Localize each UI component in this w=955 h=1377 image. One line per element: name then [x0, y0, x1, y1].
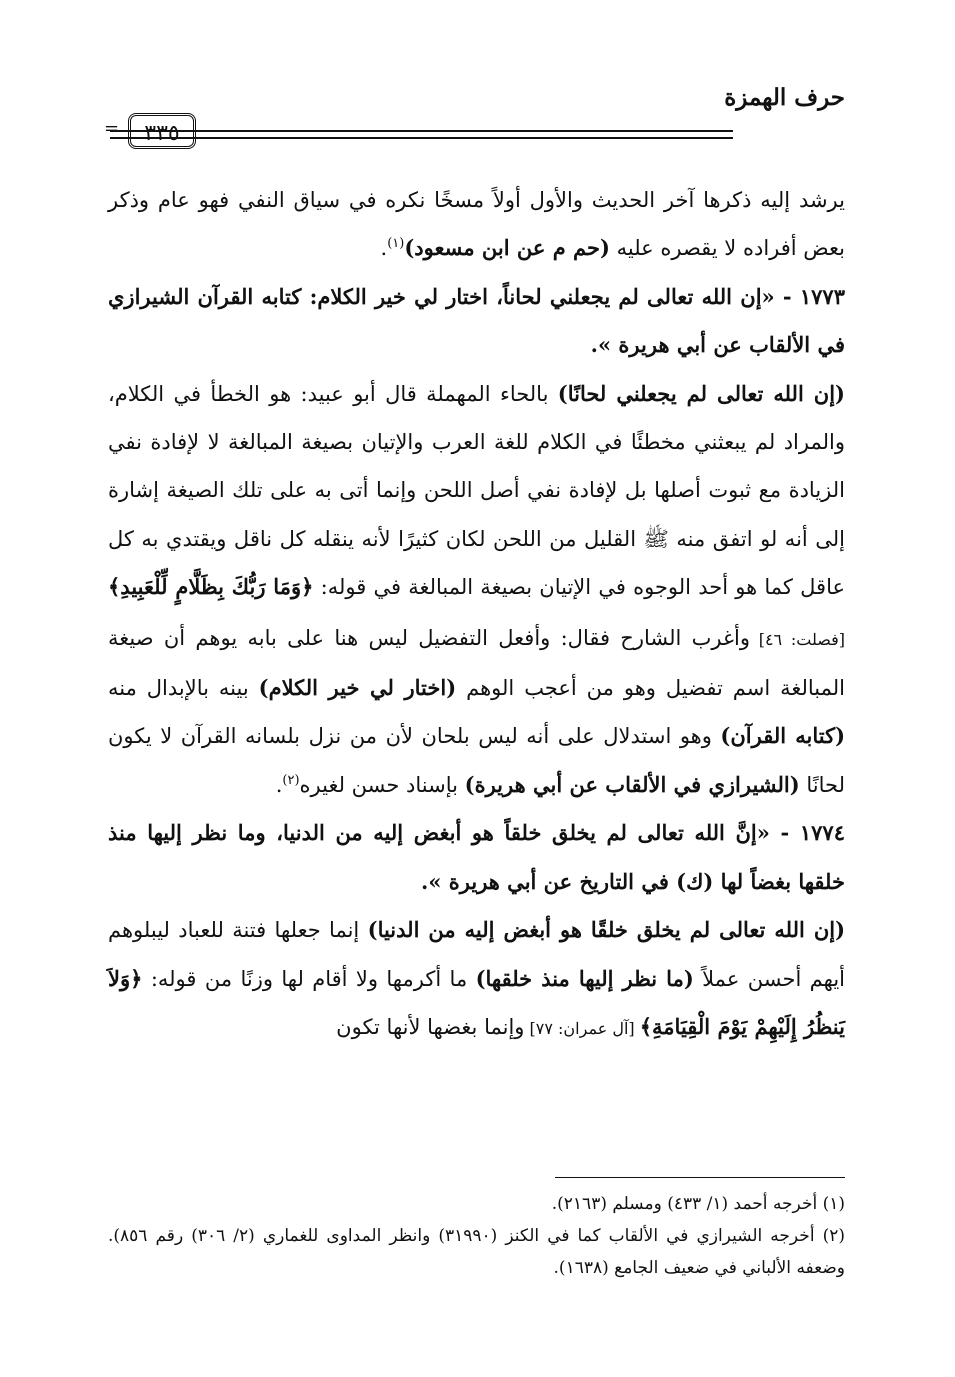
commentary-2-text-2: ما أكرمها ولا أقام لها وزنًا من قوله:: [142, 966, 476, 991]
quran-reference: [فصلت: ٤٦]: [749, 629, 845, 649]
commentary-text-2: وأغرب الشارح فقال: وأفعل التفضيل ليس هنا على بابه يوهم أن صيغة المبالغة اسم تفضيل وهو من أعجب الوهم: [108, 625, 846, 701]
commentary-2-text: إنما جعلها فتنة للعباد ليبلوهم أيهم أحسن عملاً: [108, 918, 846, 991]
commentary-lead-2: (إن الله تعالى لم يخلق خلقًا هو أبغض إليه من الدنيا): [367, 917, 846, 943]
quran-reference-2: [آل عمران: ٧٧]: [524, 1018, 640, 1038]
header-rule: [110, 130, 733, 139]
page-number: ٣٣٥: [128, 113, 196, 149]
paragraph-continuation: [108, 176, 845, 273]
footnote-1: (١) أخرجه أحمد (١/ ٤٣٣) ومسلم (٢١٦٣).: [551, 1194, 845, 1214]
footnote-2: (٢) أخرجه الشيرازي في الألقاب كما في الكنز (٣١٩٩٠) وانظر المداوى للغماري (٢/ ٣٠٦) رقم ٨٥٦). وضعفه الألباني في ضعيف الجامع (١٦٣٨).: [108, 1226, 845, 1278]
commentary-text-5: بإسناد حسن لغيره: [299, 772, 465, 797]
commentary-text: بالحاء المهملة قال أبو عبيد: هو الخطأ في الكلام، والمراد لم يبعثني مخطئًا في الكلام للغة العرب والإتيان بصيغة المبالغة لا لإفادة نفي الزيادة مع ثبوت أصلها بل لإفادة نفي أصل اللحن وإنما أتى به على تلك الصيغة إشارة إلى أنه لو اتفق منه ﷺ القليل من اللحن لكان كثيرًا لأنه ينقله كل ناقل ويقتدي به كل عاقل كما هو أحد الوجوه في الإتيان بصيغة المبالغة في قوله:: [108, 381, 845, 600]
chapter-title: حرف الهمزة: [724, 84, 845, 111]
commentary-quote-4: (الشيرازي في الألقاب عن أبي هريرة): [464, 771, 800, 797]
hadith-entry-1774: ١٧٧٤ - «إنَّ الله تعالى لم يخلق خلقاً هو أبغض إليه من الدنيا، وما نظر إليها منذ خلقها بغضاً لها (ك) في التاريخ عن أبي هريرة ».: [108, 820, 845, 894]
footnote-ref-1: (١): [387, 236, 405, 252]
commentary-quote-2: (اختار لي خير الكلام): [258, 675, 457, 701]
header-ornament: =: [104, 118, 120, 139]
quran-verse: ﴿وَمَا رَبُّكَ بِظَلَّامٍ لِّلْعَبِيدِ﴾: [108, 574, 314, 600]
main-text: [108, 176, 845, 1053]
paragraph-text: يرشد إليه ذكرها آخر الحديث والأول أولاً مسخًا نكره في سياق النفي فهو عام وذكر بعض أفراده لا يقصره عليه: [108, 188, 845, 261]
paragraph-end: .: [380, 236, 388, 261]
footnotes: [108, 1188, 845, 1284]
hadith-entry-1773: ١٧٧٣ - «إن الله تعالى لم يجعلني لحاناً، اختار لي خير الكلام: كتابه القرآن الشيرازي في الألقاب عن أبي هريرة ».: [108, 283, 845, 358]
commentary-1774: [108, 906, 845, 1053]
footnote-ref-2: (٢): [282, 772, 300, 788]
source-citation: (حم م عن ابن مسعود): [404, 235, 610, 261]
commentary-text-4: وهو استدلال على أنه ليس بلحان لأن من نزل بلسانه القرآن لا يكون لحانًا: [108, 724, 845, 797]
commentary-2-quote: (ما نظر إليها منذ خلقها): [475, 965, 694, 991]
commentary-quote-3: (كتابه القرآن): [720, 723, 846, 749]
commentary-text-3: بينه بالإبدال منه: [108, 676, 259, 701]
commentary-end: .: [275, 772, 283, 797]
commentary-2-text-3: وإنما بغضها لأنها تكون: [336, 1014, 525, 1039]
footnote-divider: [555, 1177, 845, 1178]
commentary-1773: [108, 370, 845, 810]
quran-verse-2: ﴿وَلاَ يَنظُرُ إِلَيْهِمْ يَوْمَ الْقِيَامَةِ﴾: [108, 965, 845, 1039]
commentary-lead: (إن الله تعالى لم يجعلني لحانًا): [557, 380, 845, 406]
